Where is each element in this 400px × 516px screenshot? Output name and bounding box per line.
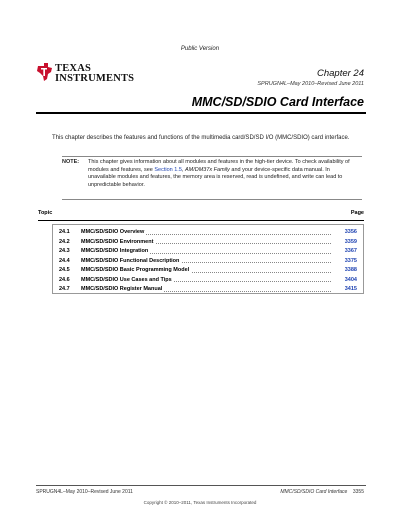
toc-entry-page-link[interactable]: 3375 (335, 258, 357, 264)
toc-entry-number: 24.2 (59, 238, 70, 245)
toc-topic-header: Topic (38, 210, 53, 216)
toc-entry-page-link[interactable]: 3367 (335, 248, 357, 254)
toc-entry-number: 24.7 (59, 286, 70, 292)
toc-page-header: Page (350, 210, 364, 216)
toc-entry-title: MMC/SD/SDIO Use Cases and Tips (81, 276, 172, 283)
toc-entry-title: MMC/SD/SDIO Integration (81, 248, 149, 254)
toc-entry-number: 24.5 (59, 267, 70, 273)
toc-entry-page-link[interactable]: 3388 (335, 267, 357, 273)
footer-right (280, 489, 364, 495)
toc-entry-number: 24.1 (59, 229, 70, 235)
toc-entry[interactable] (59, 248, 357, 258)
toc-entry-title: MMC/SD/SDIO Basic Programming Model (81, 267, 190, 273)
toc-entry[interactable] (59, 229, 357, 239)
note-text-after: and your device-specific data manual. In unavailable modules and features, the memory area is reserved, read is undefined, and write can lead to unpredictable behavior. (88, 166, 343, 188)
note-family-name: AM/DM37x Family (184, 166, 230, 173)
toc-entry-page-link[interactable]: 3356 (335, 229, 357, 235)
toc-entry-title: MMC/SD/SDIO Functional Description (81, 257, 180, 264)
toc-entry-title: MMC/SD/SDIO Environment (81, 238, 154, 245)
toc-entry-page-link[interactable]: 3415 (335, 286, 357, 292)
note-divider-top (62, 156, 362, 157)
logo-text-texas: TEXAS (55, 63, 92, 74)
note-label: NOTE: (62, 159, 80, 165)
document-id: SPRUGN4L–May 2010–Revised June 2011 (257, 81, 364, 87)
note-text-before: This chapter gives information about all modules and features in the high-tier device. To check availability of modules and features, see (88, 159, 350, 173)
toc-entry-number: 24.3 (59, 248, 70, 254)
section-link[interactable]: Section 1.5 (154, 166, 182, 173)
toc-entry[interactable] (59, 286, 357, 296)
note-text (88, 159, 358, 189)
chapter-label: Chapter 24 (316, 68, 364, 79)
toc-entry-page-link[interactable]: 3359 (335, 239, 357, 245)
chapter-title: MMC/SD/SDIO Card Interface (191, 95, 364, 109)
toc-entry-page-link[interactable]: 3404 (335, 277, 357, 283)
toc-entry[interactable] (59, 258, 357, 268)
toc-box (52, 224, 364, 294)
footer-chapter-title: MMC/SD/SDIO Card Interface (280, 489, 348, 495)
toc-entry-title: MMC/SD/SDIO Register Manual (81, 286, 163, 292)
copyright-notice: Copyright © 2010–2011, Texas Instruments Incorporated (143, 500, 257, 505)
intro-paragraph: This chapter describes the features and functions of the multimedia card/SD/SD I/O (MMC/SDIO) card interface. (52, 135, 350, 141)
toc-entry-number: 24.4 (59, 257, 70, 264)
toc-entry-number: 24.6 (59, 276, 70, 283)
ti-logo (36, 62, 146, 84)
toc-entry[interactable] (59, 277, 357, 287)
ti-state-logo-icon (36, 62, 54, 82)
toc-entry[interactable] (59, 239, 357, 249)
toc-entry[interactable] (59, 267, 357, 277)
note-divider-bottom (62, 199, 362, 200)
note-text-middle: , (181, 166, 185, 173)
toc-entry-title: MMC/SD/SDIO Overview (81, 229, 145, 235)
footer-document-id: SPRUGN4L–May 2010–Revised June 2011 (36, 489, 133, 495)
logo-text-instruments: INSTRUMENTS (55, 73, 135, 84)
footer-page-number: 3355 (352, 489, 364, 495)
title-divider (36, 112, 366, 114)
public-version-label: Public Version (180, 46, 220, 52)
footer-divider (36, 485, 366, 486)
toc-header-divider (38, 220, 364, 221)
